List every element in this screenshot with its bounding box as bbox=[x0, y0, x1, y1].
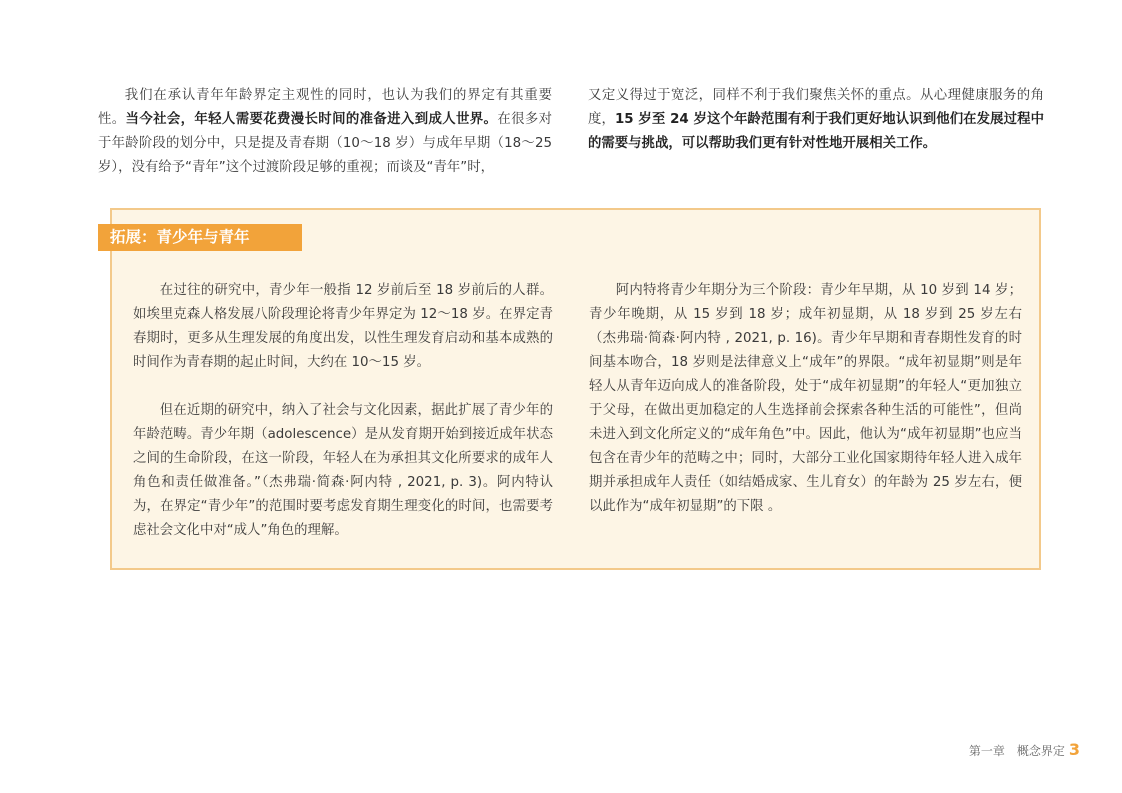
intro-right-column bbox=[588, 84, 1044, 156]
extension-box-title: 拓展：青少年与青年 bbox=[98, 224, 302, 251]
page-footer bbox=[969, 740, 1080, 759]
extension-right-column bbox=[589, 279, 1022, 519]
intro-text-end: 在很多对于年龄阶段的划分中，只是提及青春期（10～18 岁）与成年早期（18～25 岁），没有给予“青年”这个过渡阶段足够的重视；而谈及“青年”时， bbox=[98, 112, 553, 175]
footer-chapter: 第一章 bbox=[968, 744, 1005, 758]
footer-section: 概念界定 bbox=[1016, 744, 1065, 758]
intro-paragraph-continued bbox=[588, 84, 1044, 156]
intro-text-start: 我们在承认青年年龄界定主观性的同时，也认为我们的界定有其重要性。 bbox=[98, 88, 552, 127]
page-number: 3 bbox=[1068, 740, 1080, 759]
extension-paragraph-2: 但在近期的研究中，纳入了社会与文化因素，据此扩展了青少年的年龄范畴。青少年期（adolescence）是从发育期开始到接近成年状态之间的生命阶段，在这一阶段，年轻人在为承担其文化所要求的成年人角色和责任做准备。”（杰弗瑞·简森·阿内特 , 2021, p. 3)。阿内特认为，在界定“青少年”的范围时要考虑发育期生理变化的时间，也需要考虑社会文化中对“成人”角色的理解。 bbox=[133, 403, 553, 538]
intro-paragraph bbox=[98, 84, 552, 180]
extension-paragraph-3: 阿内特将青少年期分为三个阶段：青少年早期，从 10 岁到 14 岁；青少年晚期，从 15 岁到 18 岁；成年初显期，从 18 岁到 25 岁左右（杰弗瑞·简森·阿内特 , 2021, p. 16)。青少年早期和青春期性发育的时间基本吻合，18 岁则是法律意义上“成年”的界限。“成年初显期”则是年轻人从青年迈向成人的准备阶段，处于“成年初显期”的年轻人“更加独立于父母，在做出更加稳定的人生选择前会探索各种生活的可能性”，但尚未进入到文化所定义的“成年角色”中。因此，他认为“成年初显期”也应当包含在青少年的范畴之中；同时，大部分工业化国家期待年轻人进入成年期并承担成年人责任（如结婚成家、生儿育女）的年龄为 25 岁左右，便以此作为“成年初显期”的下限 。 bbox=[589, 283, 1022, 514]
extension-left-column bbox=[133, 279, 553, 543]
intro-right-text: 又定义得过于宽泛，同样不利于我们聚焦关怀的重点。从心理健康服务的角度， bbox=[588, 88, 1044, 127]
intro-right-bold: 15 岁至 24 岁这个年龄范围有利于我们更好地认识到他们在发展过程中的需要与挑战，可以帮助我们更有针对性地开展相关工作。 bbox=[588, 112, 1045, 151]
extension-paragraph-1: 在过往的研究中，青少年一般指 12 岁前后至 18 岁前后的人群。如埃里克森人格发展八阶段理论将青少年界定为 12～18 岁。在界定青春期时，更多从生理发展的角度出发，以性生理发育启动和基本成熟的时间作为青春期的起止时间，大约在 10～15 岁。 bbox=[133, 283, 553, 370]
intro-left-column bbox=[98, 84, 552, 180]
intro-bold-statement: 当今社会，年轻人需要花费漫长时间的准备进入到成人世界。 bbox=[125, 112, 498, 127]
